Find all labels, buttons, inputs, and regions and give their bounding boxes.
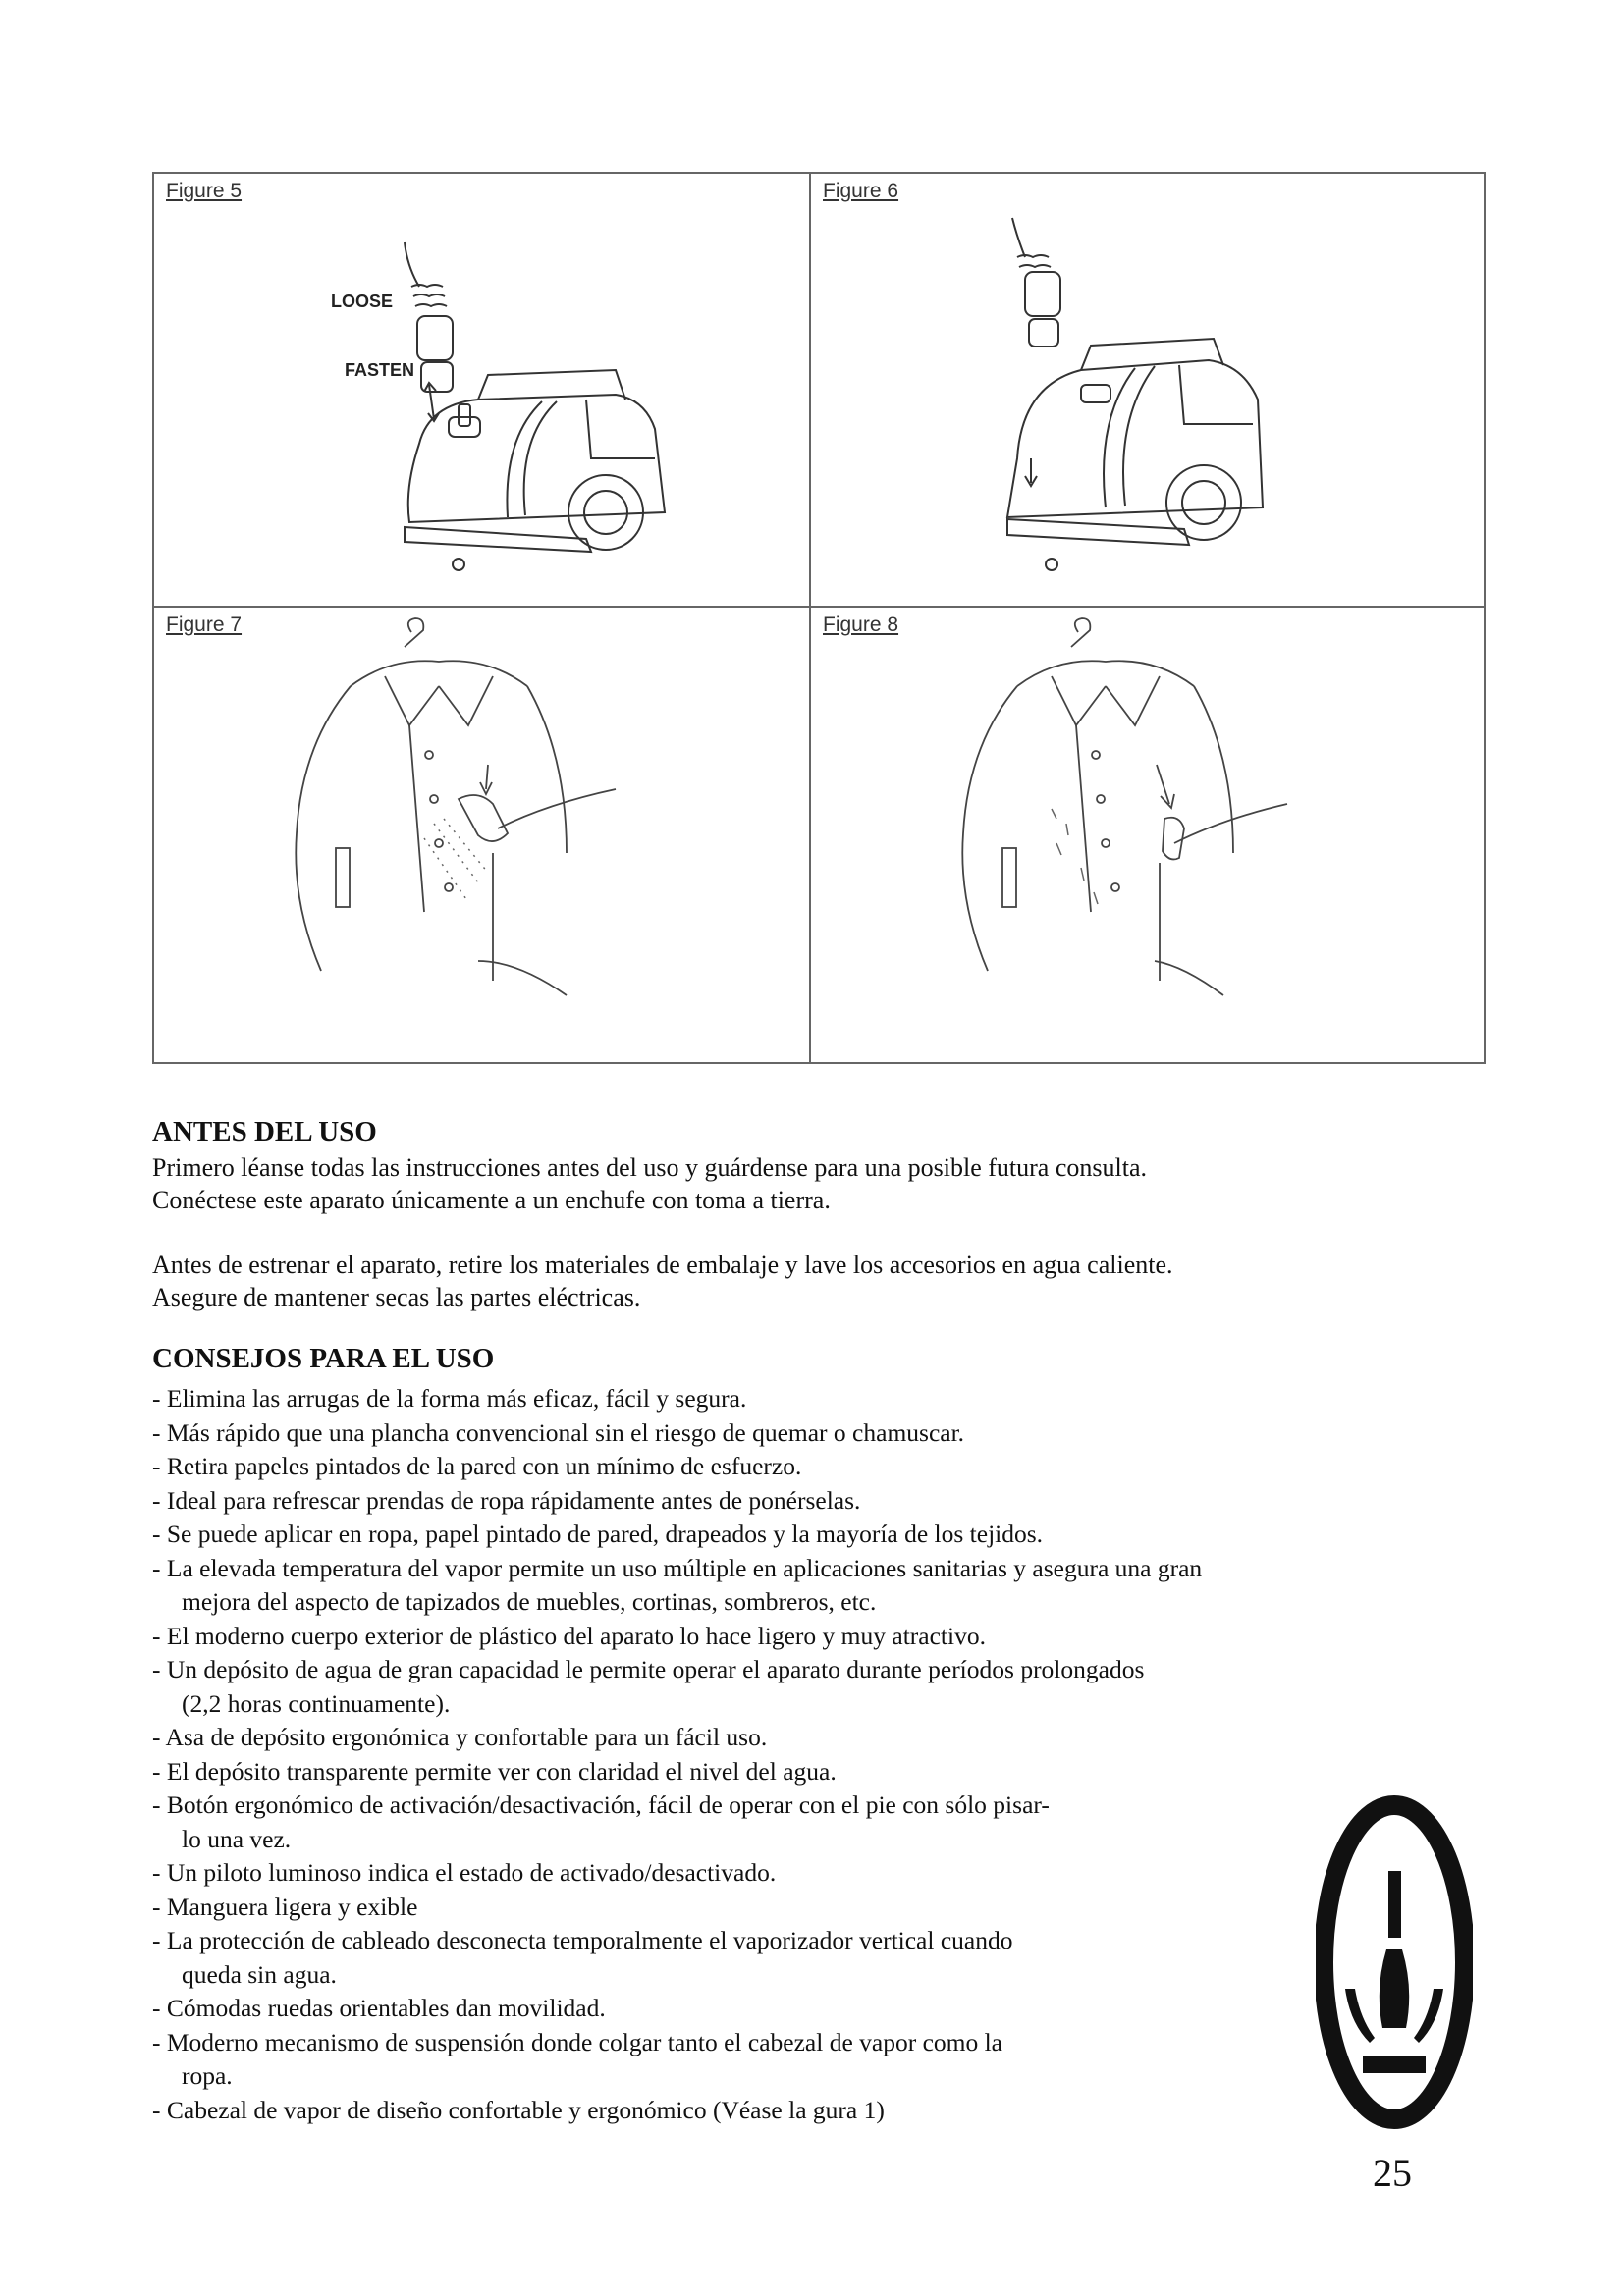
consejos-heading: CONSEJOS PARA EL USO	[152, 1343, 495, 1374]
fasten-callout: FASTEN	[345, 360, 415, 380]
steaming-garment-illustration-2	[811, 608, 1486, 1064]
list-item: - Un piloto luminoso indica el estado de activado/desactivado.	[152, 1858, 777, 1887]
antes-line-2: Conéctese este aparato únicamente a un enchufe con toma a tierra.	[152, 1186, 831, 1214]
figure-8-label: Figure 8	[823, 614, 899, 636]
consejos-list	[152, 1382, 1202, 2127]
list-item: - Un depósito de agua de gran capacidad le permite operar el aparato durante períodos prolongados	[152, 1655, 1145, 1683]
page-number: 25	[1373, 2151, 1412, 2195]
list-item-continuation: lo una vez.	[182, 1824, 292, 1853]
steamer-hose-attached-illustration	[811, 174, 1486, 606]
figure-7-panel	[154, 608, 809, 1064]
antes-line-4: Asegure de mantener secas las partes eléctricas.	[152, 1283, 641, 1311]
figure-6-panel	[811, 174, 1486, 606]
list-item-continuation: ropa.	[182, 2061, 233, 2090]
list-item: - Retira papeles pintados de la pared con un mínimo de esfuerzo.	[152, 1452, 802, 1480]
list-item: - Moderno mecanismo de suspensión donde colgar tanto el cabezal de vapor como la	[152, 2027, 1003, 2056]
list-item: - Ideal para refrescar prendas de ropa rápidamente antes de ponérselas.	[152, 1485, 861, 1515]
antes-line-3: Antes de estrenar el aparato, retire los materiales de embalaje y lave los accesorios en agua caliente.	[152, 1251, 1173, 1279]
list-item: - Se puede aplicar en ropa, papel pintado de pared, drapeados y la mayoría de los tejidos.	[152, 1520, 1044, 1548]
list-item: - Más rápido que una plancha convencional sin el riesgo de quemar o chamuscar.	[152, 1417, 965, 1447]
list-item: - Asa de depósito ergonómica y confortable para un fácil uso.	[152, 1723, 768, 1751]
list-item-continuation: mejora del aspecto de tapizados de muebles, cortinas, sombreros, etc.	[182, 1587, 877, 1616]
figure-grid	[152, 172, 1486, 1064]
list-item: - Cómodas ruedas orientables dan movilidad.	[152, 1994, 606, 2022]
list-item: - La protección de cableado desconecta temporalmente el vaporizador vertical cuando	[152, 1926, 1013, 1954]
list-item: - El moderno cuerpo exterior de plástico del aparato lo hace ligero y muy atractivo.	[152, 1621, 986, 1650]
steaming-garment-illustration	[154, 608, 809, 1064]
list-item: - Botón ergonómico de activación/desactivación, fácil de operar con el pie con sólo pisar-	[152, 1790, 1050, 1819]
loose-callout: LOOSE	[331, 292, 394, 311]
steam-warning-icon	[1316, 1792, 1473, 2132]
figure-5-label: Figure 5	[166, 180, 243, 202]
list-item: - El depósito transparente permite ver con claridad el nivel del agua.	[152, 1756, 837, 1786]
list-item-continuation: queda sin agua.	[182, 1959, 337, 1989]
list-item: - Manguera ligera y exible	[152, 1892, 418, 1921]
list-item-continuation: (2,2 horas continuamente).	[182, 1688, 451, 1718]
steamer-hose-attach-illustration	[154, 174, 809, 606]
figure-7-label: Figure 7	[166, 614, 243, 636]
list-item: - La elevada temperatura del vapor permite un uso múltiple en aplicaciones sanitarias y asegura una gran	[152, 1553, 1203, 1582]
antes-line-1: Primero léanse todas las instrucciones antes del uso y guárdense para una posible futura consulta.	[152, 1153, 1147, 1182]
list-item: - Cabezal de vapor de diseño confortable y ergonómico (Véase la gura 1)	[152, 2095, 885, 2124]
figure-5-panel	[154, 174, 809, 606]
list-item: - Elimina las arrugas de la forma más eficaz, fácil y segura.	[152, 1384, 747, 1413]
figure-6-label: Figure 6	[823, 180, 899, 202]
figure-8-panel	[811, 608, 1486, 1064]
antes-heading: ANTES DEL USO	[152, 1116, 377, 1148]
